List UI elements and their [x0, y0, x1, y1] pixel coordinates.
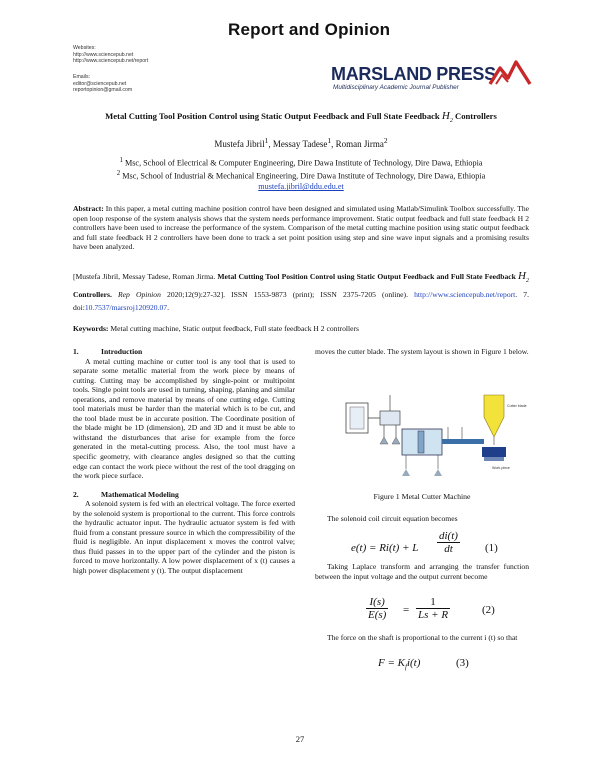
- paper-title: [48, 110, 554, 124]
- transform-paragraph: Taking Laplace transform and arranging the transfer function between the input voltage and the output current become: [315, 562, 529, 581]
- website-link[interactable]: http://www.sciencepub.net/report: [73, 58, 149, 65]
- abstract: [73, 204, 529, 252]
- journal-name: Rep Opinion: [118, 290, 161, 300]
- website-link[interactable]: http://www.sciencepub.net: [73, 51, 134, 58]
- keywords-label: Keywords:: [73, 324, 109, 333]
- title-text: Metal Cutting Tool Position Control using Static Output Feedback and Full State Feedback: [105, 111, 440, 121]
- journal-title: Report and Opinion: [228, 20, 391, 39]
- figure-label: Cutter blade: [507, 404, 527, 408]
- email-link[interactable]: editor@sciencepub.net: [73, 80, 127, 87]
- h2-symbol: $H_2$: [441, 110, 453, 125]
- publisher-name: MARSLAND PRESS: [331, 64, 496, 84]
- figure-label: Work piece: [492, 466, 510, 470]
- mountain-logo-icon: [488, 58, 532, 88]
- left-column: [73, 347, 295, 576]
- doi-link[interactable]: 10.7537/marsroj120920.07: [84, 303, 168, 313]
- author-email-link[interactable]: mustefa.jibril@ddu.edu.et: [258, 182, 344, 192]
- equation-3: $F = K_fi(t)$ (3): [378, 657, 469, 672]
- right-column-text: [315, 347, 529, 357]
- email-label: Emails:: [73, 74, 91, 80]
- continuation-paragraph: moves the cutter blade. The system layout is shown in Figure 1 below.: [315, 347, 529, 356]
- email-link[interactable]: reportopinion@gmail.com: [73, 87, 133, 94]
- email-list: [73, 74, 132, 94]
- section-paragraph: A metal cutting machine or cutter tool is any tool that is used to separate some metallic material from the work piece by means of cutting. Cutting may be accomplished by single-point or multipoint tools. Single point tools are used in turning, shaping, planing and similar operations, and remove material by means of one cutting edge. Cutting tool materials must be harder than the material which is to be cut, and the tool blade must be in accurate position. The Coordinate position of the blade might be 1D (dimension), 2D and 3D and it must be able to withstand the disturbances that arise for example from the force generated in the metal-cutting process. Also, the tool must have a specific geometry, with clearance angles designed so that the cutting edge can contact the work piece without the rest of the tool dragging on the work piece surface.: [73, 356, 295, 481]
- website-list: [73, 45, 148, 65]
- author-list: [48, 136, 554, 149]
- coil-paragraph: The solenoid coil circuit equation becomes: [327, 514, 458, 523]
- section-paragraph: A solenoid system is fed with an electrical voltage. The force exerted by the solenoid system is proportional to the current. This force controls the hydraulic actuator input. The hydraulic actuator system is fed with fluid from a constant pressure source in which the compressibility of the fluid is negligible. An input displacement x moves the control valve; thus fluid passes in to the upper part of the cylinder and the piston is forced to move horizontally. A low power displacement of x (t) causes a high power displacement y (t). The output displacement: [73, 499, 295, 576]
- publisher-tagline: Multidisciplinary Academic Journal Publisher: [333, 84, 459, 91]
- author: Roman Jirma$^2$: [335, 136, 388, 149]
- keywords: [73, 324, 529, 333]
- author: Messay Tadese$^1$,: [272, 136, 336, 149]
- author: Mustefa Jibril$^1$,: [214, 136, 273, 149]
- section-heading: 1. Introduction: [73, 347, 143, 356]
- figure-caption: Figure 1 Metal Cutter Machine: [373, 492, 471, 501]
- force-paragraph: The force on the shaft is proportional to the current i (t) so that: [327, 633, 518, 642]
- equation-1: e(t) = Ri(t) + L $\frac{di(t)}{dt}$ (1): [351, 530, 498, 555]
- section-heading: 2. Mathematical Modeling: [73, 489, 179, 499]
- abstract-text: In this paper, a metal cutting machine position control have been designed and simulated using Matlab/Simulink Toolbox successfully. The open loop response of the system analysis shows that the system needs performance improvement. Static output feedback and full state feedback H 2 controllers have been used to increase the performance of the system. Comparison of the metal cutting machine position using static output feedback and full state feedback H 2 controllers have been done to track a set point position using step and sine wave input signals and a promising results have been analyzed.: [73, 204, 529, 251]
- metal-cutter-figure: [344, 389, 527, 483]
- abstract-label: Abstract:: [73, 204, 104, 213]
- website-label: Websites:: [73, 45, 96, 51]
- page-number: 27: [295, 734, 305, 744]
- affiliation: $^1$ Msc, School of Electrical & Computer Engineering, Dire Dawa Institute of Technology, Dire Dawa, Ethiopia: [119, 157, 483, 168]
- keywords-text: Metal cutting machine, Static output feedback, Full state feedback H 2 controllers: [110, 324, 359, 333]
- equation-2: $\frac{I(s)}{E(s)}$ = $\frac{1}{Ls + R}$ (2): [368, 596, 495, 621]
- h2-symbol: $H_2$: [518, 270, 529, 285]
- citation: [Mustefa Jibril, Messay Tadese, Roman Jirma. Metal Cutting Tool Position Control using Static Output Feedback and Full State Feedback $H_2$ Controllers. Rep Opinion 2020;12(9):27-32]. ISSN 1553-9873 (print); ISSN 2375-7205 (online). http://www.sciencepub.net/report. 7. doi:10.7537/marsroj120920.07.: [73, 270, 530, 313]
- affiliation: $^2$ Msc, School of Industrial & Mechanical Engineering, Dire Dawa Institute of Technology, Dire Dawa, Ethiopia: [116, 170, 486, 181]
- journal-url-link[interactable]: http://www.sciencepub.net/report: [414, 290, 516, 300]
- affiliations: [48, 156, 554, 193]
- title-end: Controllers: [454, 111, 497, 121]
